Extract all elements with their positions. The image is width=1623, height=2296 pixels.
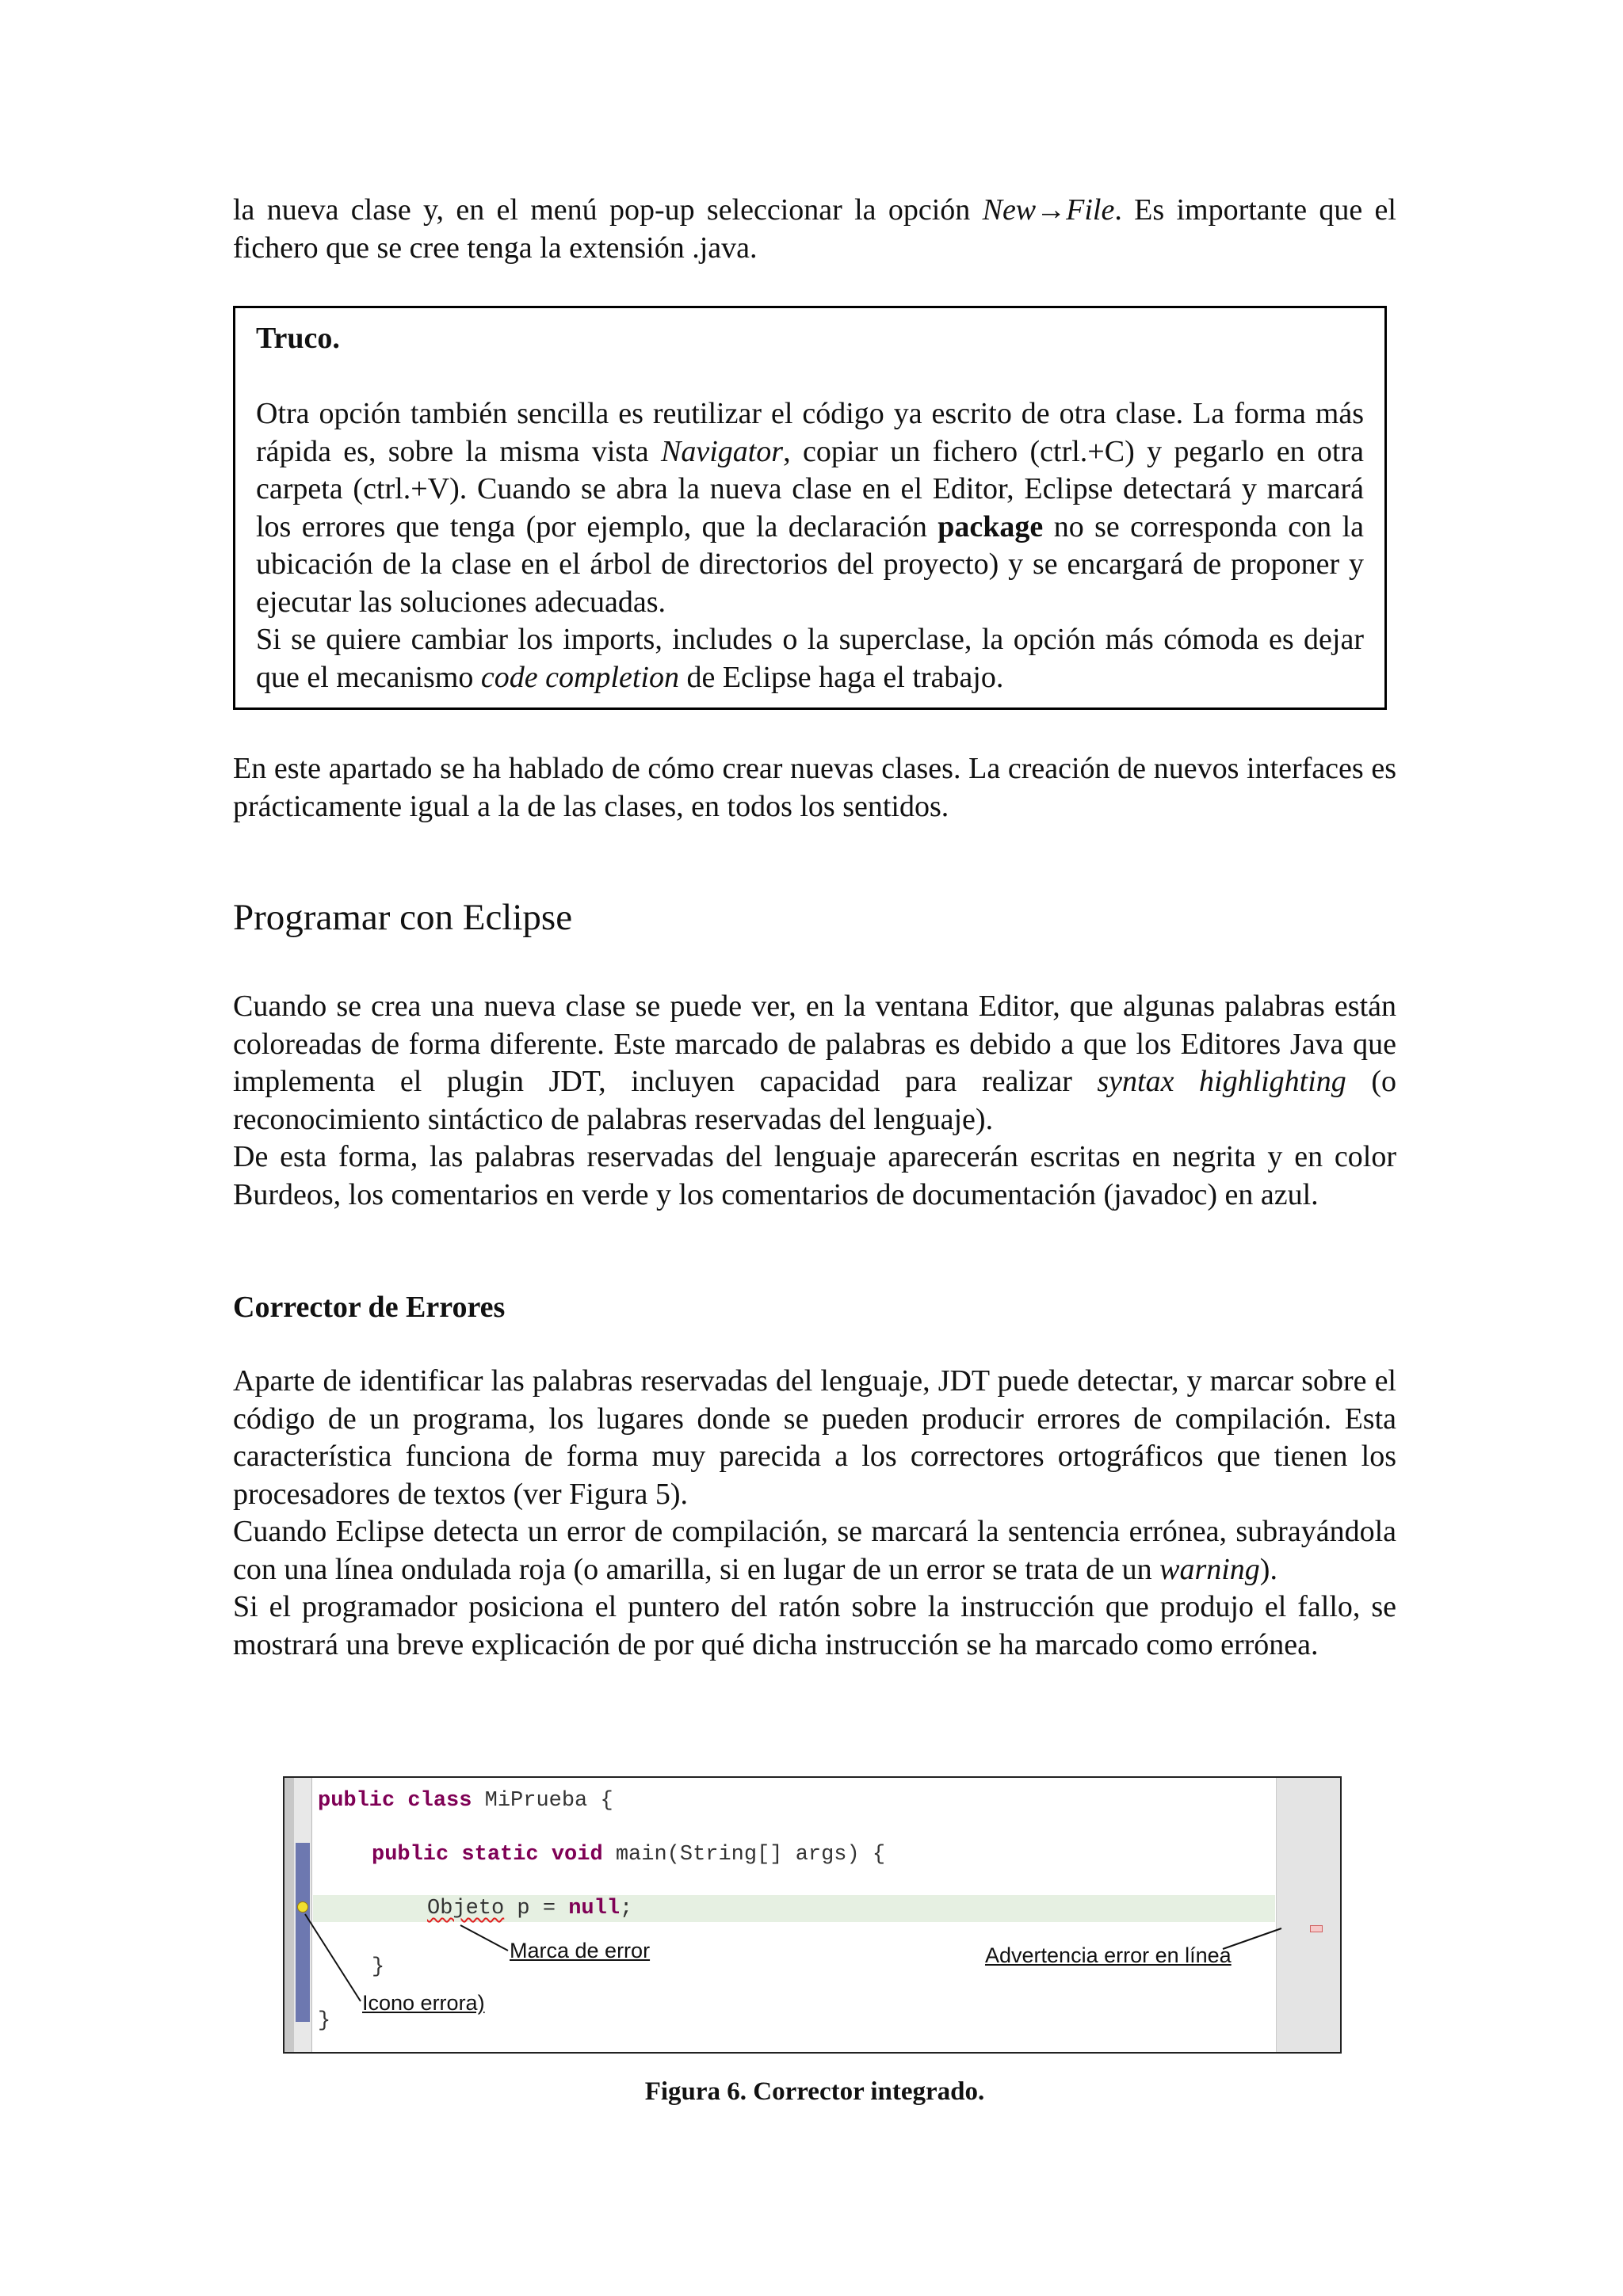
interfaces-paragraph: En este apartado se ha hablado de cómo crear nuevas clases. La creación de nuevos interfaces es prácticamente igual a la de las clases, en todos los sentidos. <box>233 752 1396 823</box>
tip-paragraph-2: Si se quiere cambiar los imports, includes o la superclase, la opción más cómoda es dejar que el mecanismo code completion de Eclipse haga el trabajo. <box>256 623 1364 694</box>
error-mark-label: Marca de error <box>510 1939 651 1962</box>
section-body <box>233 988 1396 1214</box>
error-underline: Objeto <box>427 1897 505 1920</box>
package-keyword: package <box>938 509 1044 543</box>
error-icon-leader <box>305 1914 361 2001</box>
error-mark-leader <box>460 1925 508 1951</box>
navigator-view-term: Navigator <box>660 434 784 468</box>
editor-screenshot <box>283 1776 1342 2054</box>
intro-paragraph <box>233 192 1396 267</box>
corrector-body <box>233 1363 1396 1664</box>
section-heading: Programar con Eclipse <box>233 897 573 938</box>
corrector-paragraph-3: Si el programador posiciona el puntero del ratón sobre la instrucción que produjo el fallo, se mostrará una breve explicación de por qué dicha instrucción se ha marcado como errónea. <box>233 1590 1396 1661</box>
line-warning-label: Advertencia error en línea <box>985 1943 1232 1967</box>
code-line-2: public static void main(String[] args) { <box>372 1843 886 1867</box>
code-completion-term: code completion <box>480 660 679 694</box>
error-icon-label: Icono errora) <box>362 1991 485 2015</box>
warning-term: warning <box>1159 1552 1260 1586</box>
tip-box <box>233 306 1387 710</box>
subsection-heading: Corrector de Errores <box>233 1291 506 1324</box>
code-line-4: } <box>372 1955 385 1979</box>
colors-paragraph: De esta forma, las palabras reservadas del lenguaje aparecerán escritas en negrita y en color Burdeos, los comentarios en verde y los comentarios de documentación (javadoc) en azul. <box>233 1140 1396 1211</box>
code-line-1: public class MiPrueba { <box>318 1789 613 1813</box>
intro-text-1: la nueva clase y, en el menú pop-up seleccionar la opción <box>233 193 983 227</box>
figure-caption: Figura 6. Corrector integrado. <box>644 2077 985 2106</box>
intro-text-2: . Es importante que el fichero que se cree tenga la extensión .java. <box>233 193 1396 265</box>
tip-paragraph-1: Otra opción también sencilla es reutilizar el código ya escrito de otra clase. La forma más rápida es, sobre la misma vista Navigator, copiar un fichero (ctrl.+C) y pegarlo en otra carpeta (ctrl.+V). Cuando se abra la nueva clase en el Editor, Eclipse detectará y marcará los errores que tenga (por ejemplo, que la declaración package no se corresponda con la ubicación de la clase en el árbol de directorios del proyecto) y se encargará de proponer y ejecutar las soluciones adecuadas. <box>256 397 1364 619</box>
menu-path: New→File <box>982 193 1115 227</box>
syntax-highlighting-term: syntax highlighting <box>1097 1065 1346 1098</box>
tip-title: Truco. <box>256 322 340 355</box>
code-line-3: Objeto p = null; <box>427 1897 633 1920</box>
corrector-paragraph-2: Cuando Eclipse detecta un error de compilación, se marcará la sentencia errónea, subrayándola con una línea ondulada roja (o amarilla, si en lugar de un error se trata de un warning). <box>233 1515 1396 1586</box>
syntax-paragraph: Cuando se crea una nueva clase se puede ver, en la ventana Editor, que algunas palabras están coloreadas de forma diferente. Este marcado de palabras es debido a que los Editores Java que implementa el plugin JDT, incluyen capacidad para realizar syntax highlighting (o reconocimiento sintáctico de palabras reservadas del lenguaje). <box>233 990 1397 1136</box>
code-line-5: } <box>318 2009 331 2033</box>
line-warning-leader <box>1223 1928 1281 1949</box>
corrector-paragraph-1: Aparte de identificar las palabras reservadas del lenguaje, JDT puede detectar, y marcar sobre el código de un programa, los lugares donde se pueden producir errores de compilación. Esta característica funciona de forma muy parecida a los correctores ortográficos que tienen los procesadores de textos (ver Figura 5). <box>233 1364 1396 1511</box>
